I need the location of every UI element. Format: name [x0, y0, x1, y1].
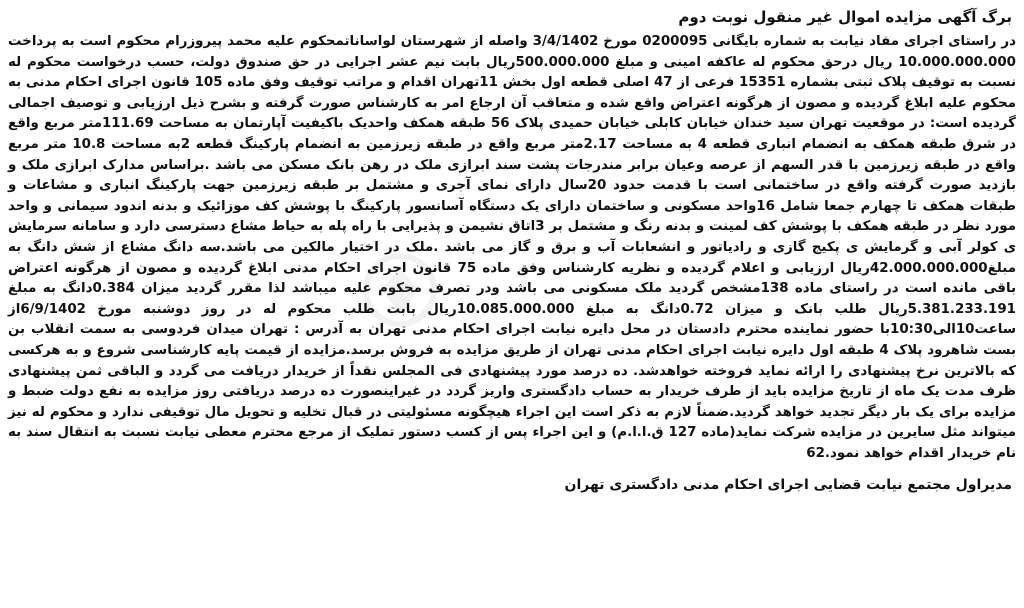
notice-title: برگ آگهی مزایده اموال غیر منقول نوبت دوم: [678, 8, 1012, 26]
notice-body: در راستای اجرای مفاد نیابت به شماره بایگانی 0200095 مورخ 3/4/1402 واصله از شهرستان لواساناتمحکوم علیه محمد پیروزرام محکوم است به پرداخت 10.000.000.000 ریال درحق محکوم له عاکفه امینی و مبلغ 500.000.000ریال بابت نیم عشر اجرایی در حق صندوق دولت، حسب درخواست محکوم له نسبت به توقیف پلاک ثبتی بشماره 15351 فرعی از 47 اصلی قطعه اول بخش 11تهران اقدام و مراتب توقیف وفق ماده 105 قانون اجرای احکام مدنی به محکوم علیه ابلاغ گردیده و مصون از هرگونه اعتراض واقع شده و متعاقب آن ارجاع امر به کارشناس صورت گرفته و بشرح ذیل ارزیابی و توصیف اجمالی گردیده است: در موقعیت تهران سید خندان خیابان کابلی خیابان حمیدی پلاک 56 طبقه همکف واحدیک باکیفیت آپارتمان به مساحت 111.69متر مربع واقع در شرق طبقه همکف به انضمام انباری قطعه 4 به مساحت 2.17متر مربع واقع در طبقه زیرزمین به انضمام پارکینگ قطعه 2به مساحت 10.8 متر مربع واقع در طبقه زیرزمین با قدر السهم از عرصه وعیان برابر مندرجات پشت سند ابرازی ملک در رهن بانک مسکن می باشد .براساس مدارک ابرازی ملک و بازدید صورت گرفته واقع در ساختمانی است با قدمت حدود 20سال دارای نمای آجری و مشتمل بر طبقه زیرزمین جهت پارکینگ انباری و مشاعات و طبقات همکف تا چهارم جمعا شامل 16واحد مسکونی و ساختمان دارای یک دستگاه آسانسور پارکینگ با پوشش کف موزائیک و بدنه اندود سیمانی و واحد مورد نظر در طبقه همکف با پوشش کف لمینت و بدنه رنگ و مشتمل بر 3اتاق نشیمن و پذیرایی با راه پله به حیاط مشاع دسترسی دارد و سامانه سرمایش ی کولر آبی و گرمایش ی پکیج گازی و رادیاتور و انشعابات آب و برق و گاز می باشد .ملک در اختیار مالکین می باشد.سه دانگ مشاع از شش دانگ به مبلغ42.000.000.000ریال ارزیابی و اعلام گردیده و نظریه کارشناس وفق ماده 75 قانون اجرای احکام مدنی ابلاغ گردیده و مصون از هرگونه اعتراض باقی مانده است در راستای ماده 138مشخص گردید ملک مسکونی می باشد ودر تصرف محکوم علیه میباشد لذا مقرر گردید میزان 0.384دانگ به مبلغ 5.381.233.191ریال طلب بانک و میزان 0.72دانگ به مبلغ 10.085.000.000ریال بابت طلب محکوم له در روز دوشنبه مورخ 6/9/1402از ساعت10الی10:30با حضور نماینده محترم دادستان در محل دایره نیابت اجرای احکام مدنی تهران به آدرس : تهران میدان فردوسی به سمت انقلاب بن بست شاهرود پلاک 4 طبقه اول دایره نیابت اجرای احکام مدنی تهران از طریق مزایده به فروش برسد.مزایده از قیمت پایه کارشناسی شروع و به هرکسی که بالاترین نرخ پیشنهادی را ارائه نماید فروخته خواهدشد. ده درصد مورد پیشنهادی فی المجلس نقداً از خریدار دریافت می گردد و الباقی ثمن پیشنهادی ظرف مدت یک ماه از تاریخ مزایده باید از طرف خریدار به حساب دادگستری واریز گردد در غیراینصورت ده درصد دریافتی روز مزایده به نفع دولت ضبط و مزایده برای یک بار دیگر تجدید خواهد گردید.ضمناً لازم به ذکر است این اجراء هیچگونه مسئولیتی در قبال تخلیه و تحویل مال توقیفی ندارد و محکوم له نیز میتواند مثل سایرین در مزایده شرکت نماید(ماده 127 ق.ا.ا.م) و این اجراء پس از کسب دستور تملیک از مرجع محترم معطی نیابت نسبت به انتقال سند به نام خریدار اقدام خواهد نمود.62: [8, 34, 1017, 461]
notice-signature: مدیراول مجتمع نیابت قضایی اجرای احکام مدنی دادگستری تهران: [564, 477, 1012, 494]
auction-notice-document: [8, 6, 1016, 602]
